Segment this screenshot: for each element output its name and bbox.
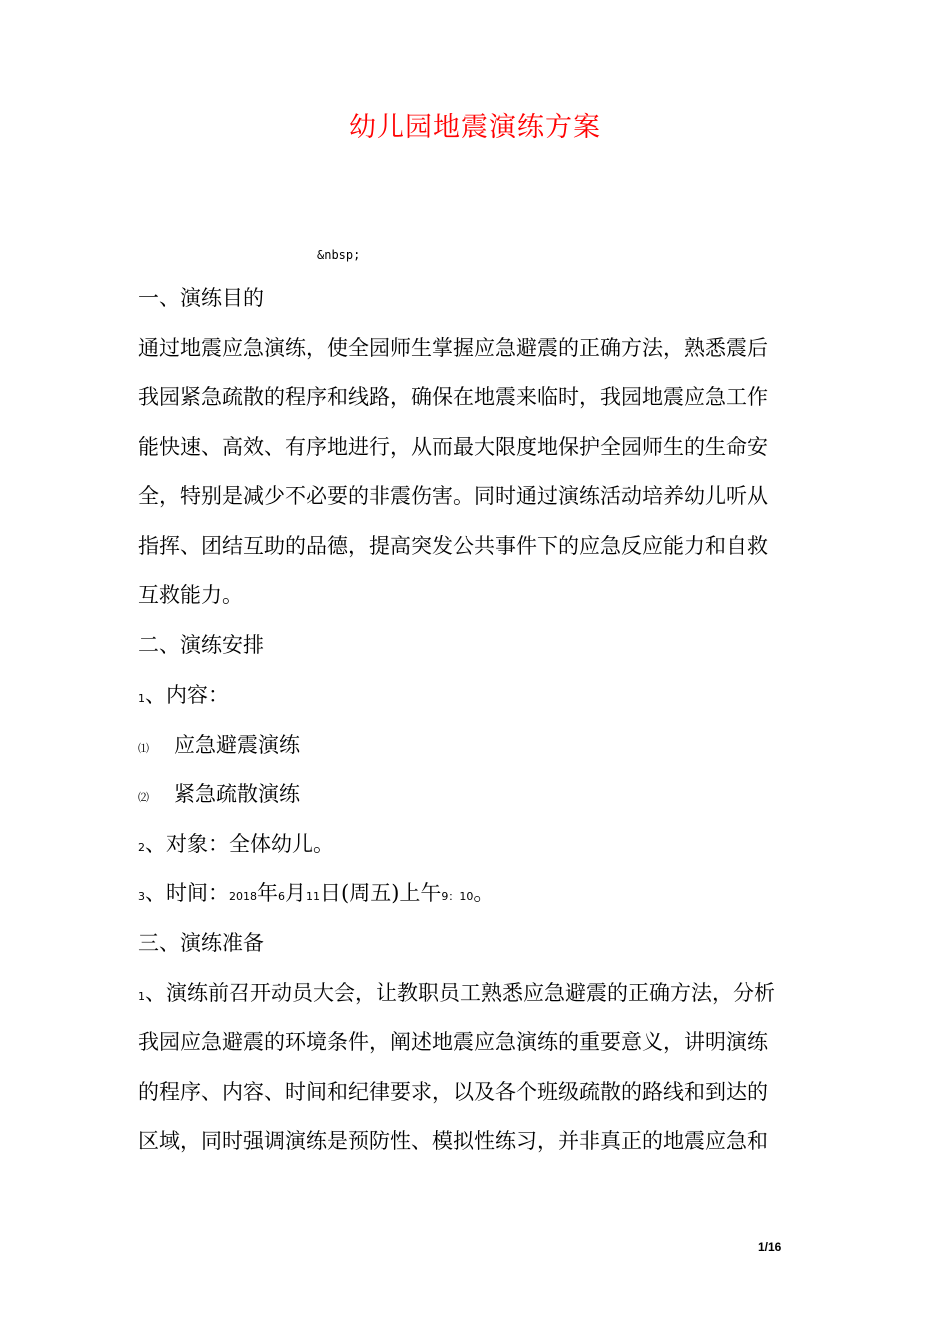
sub-item-number: ⑴ xyxy=(138,742,149,755)
page-number: 1/16 xyxy=(758,1240,782,1254)
document-title: 幼儿园地震演练方案 xyxy=(349,112,601,143)
list-number: 3 xyxy=(138,890,145,903)
paragraph-line: 能快速、高效、有序地进行，从而最大限度地保护全园师生的生命安 xyxy=(138,435,768,459)
time-year: 2018 xyxy=(229,890,257,903)
time-label: 、时间： xyxy=(145,881,229,905)
sub-item-drill-2 xyxy=(138,779,828,813)
section-heading-arrangement: 二、演练安排 xyxy=(138,633,264,657)
time-clock: 9：10 xyxy=(441,890,474,903)
section-heading-purpose: 一、演练目的 xyxy=(138,286,264,310)
list-text: 、对象：全体幼儿。 xyxy=(145,832,334,856)
time-end: 。 xyxy=(473,881,495,905)
nbsp-literal-text: &nbsp; xyxy=(317,248,361,262)
list-item-content xyxy=(138,680,828,714)
sub-item-text: 应急避震演练 xyxy=(174,733,300,757)
list-item-target xyxy=(138,829,828,863)
paragraph-line: 互救能力。 xyxy=(138,583,243,607)
time-year-unit: 年 xyxy=(257,881,278,905)
paragraph-line: 的程序、内容、时间和纪律要求，以及各个班级疏散的路线和到达的 xyxy=(138,1080,768,1104)
paragraph-line: 通过地震应急演练，使全园师生掌握应急避震的正确方法，熟悉震后 xyxy=(138,336,768,360)
list-number: 1 xyxy=(138,692,145,705)
paragraph-line xyxy=(138,978,828,1012)
list-text: 、内容： xyxy=(145,683,229,707)
time-day: 11 xyxy=(306,890,320,903)
sub-item-drill-1 xyxy=(138,730,828,764)
time-month: 6 xyxy=(278,890,285,903)
sub-item-number: ⑵ xyxy=(138,791,149,804)
time-month-unit: 月 xyxy=(285,881,306,905)
list-item-time xyxy=(138,878,828,912)
list-number: 2 xyxy=(138,841,145,854)
paragraph-line: 区域，同时强调演练是预防性、模拟性练习，并非真正的地震应急和 xyxy=(138,1129,768,1153)
list-number: 1 xyxy=(138,990,145,1003)
time-day-unit: 日(周五)上午 xyxy=(320,881,442,905)
paragraph-line: 我园紧急疏散的程序和线路，确保在地震来临时，我园地震应急工作 xyxy=(138,385,768,409)
list-text: 、演练前召开动员大会，让教职员工熟悉应急避震的正确方法，分析 xyxy=(145,981,775,1005)
paragraph-line: 我园应急避震的环境条件，阐述地震应急演练的重要意义，讲明演练 xyxy=(138,1030,768,1054)
sub-item-text: 紧急疏散演练 xyxy=(174,782,300,806)
section-heading-preparation: 三、演练准备 xyxy=(138,931,264,955)
paragraph-line: 全，特别是减少不必要的非震伤害。同时通过演练活动培养幼儿听从 xyxy=(138,484,768,508)
paragraph-line: 指挥、团结互助的品德，提高突发公共事件下的应急反应能力和自救 xyxy=(138,534,768,558)
